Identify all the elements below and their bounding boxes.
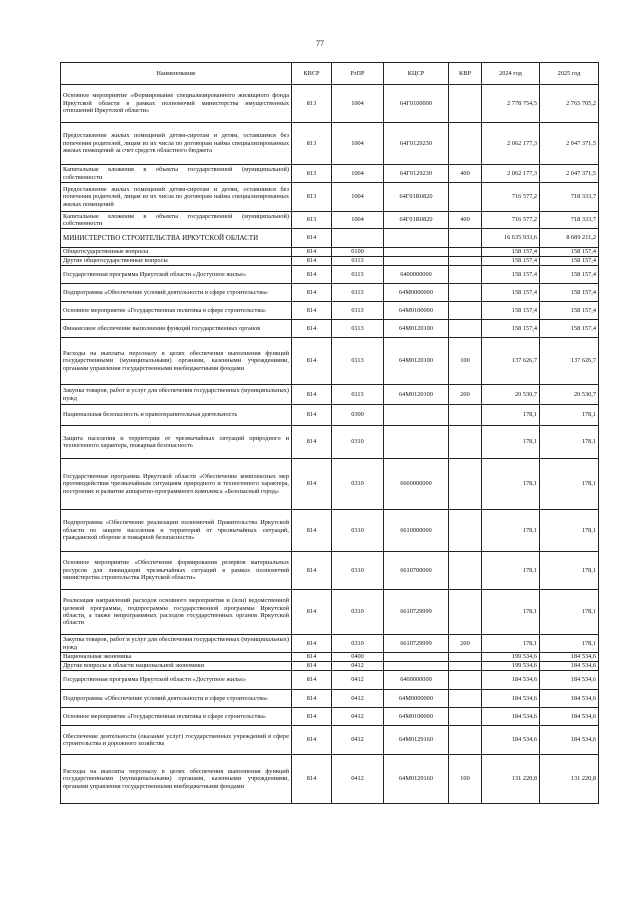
cell-name: Закупка товаров, работ и услуг для обеспечения государственных (муниципальных) нужд (61, 635, 292, 653)
cell-name: Основное мероприятие «Государственная политика в сфере строительства» (61, 302, 292, 320)
cell-kvsr: 814 (292, 320, 332, 338)
cell-name: Подпрограмма «Обеспечение условий деятельности в сфере строительства» (61, 690, 292, 708)
cell-rzpr: 0310 (332, 552, 384, 590)
cell-kvsr: 814 (292, 635, 332, 653)
cell-rzpr (332, 229, 384, 248)
cell-2024: 137 626,7 (482, 338, 540, 385)
cell-2024: 2 062 177,3 (482, 165, 540, 183)
cell-kvsr: 813 (292, 212, 332, 229)
cell-name: Основное мероприятие «Обеспечение формирования резервов материальных ресурсов для ликвидации чрезвычайных ситуаций в рамках полномочий министерства строительства Иркутской области» (61, 552, 292, 590)
table-row (61, 459, 599, 510)
cell-rzpr: 0113 (332, 266, 384, 284)
cell-kvr (449, 690, 482, 708)
cell-name: Защита населения и территории от чрезвычайных ситуаций природного и техногенного характера, пожарная безопасность (61, 426, 292, 459)
cell-2025: 158 157,4 (540, 320, 599, 338)
header-2025: 2025 год (540, 63, 599, 85)
table-row (61, 708, 599, 726)
cell-2024: 199 534,6 (482, 653, 540, 662)
cell-2025: 718 333,7 (540, 212, 599, 229)
cell-kvr (449, 229, 482, 248)
cell-kvr (449, 183, 482, 212)
table-row (61, 257, 599, 266)
cell-rzpr: 1004 (332, 85, 384, 123)
cell-kvsr: 814 (292, 662, 332, 671)
cell-kvsr: 814 (292, 284, 332, 302)
cell-2025: 158 157,4 (540, 284, 599, 302)
cell-2025: 184 534,6 (540, 662, 599, 671)
cell-kcsr: 64М0120100 (384, 338, 449, 385)
cell-name: Государственная программа Иркутской области «Доступное жилье» (61, 671, 292, 690)
cell-kvsr: 813 (292, 85, 332, 123)
cell-2025: 178,1 (540, 405, 599, 426)
cell-kvr (449, 510, 482, 552)
cell-2024: 716 577,2 (482, 183, 540, 212)
budget-table (60, 62, 599, 804)
cell-rzpr: 0300 (332, 405, 384, 426)
cell-kvr (449, 85, 482, 123)
cell-kvsr: 813 (292, 123, 332, 165)
page-number: 77 (316, 39, 324, 48)
cell-2025: 2 047 371,5 (540, 123, 599, 165)
header-kcsr: КЦСР (384, 63, 449, 85)
cell-kvsr: 814 (292, 755, 332, 804)
cell-kcsr: 64М0100000 (384, 708, 449, 726)
cell-2025: 131 220,8 (540, 755, 599, 804)
cell-kvsr: 814 (292, 671, 332, 690)
cell-kvsr: 814 (292, 552, 332, 590)
cell-kvsr: 813 (292, 183, 332, 212)
cell-name: Предоставление жилых помещений детям-сиротам и детям, оставшимся без попечения родителей, лицам из их числа по договорам найма специализированных жилых помещений за счет средств областного бюджета (61, 123, 292, 165)
table-row (61, 755, 599, 804)
cell-2024: 178,1 (482, 459, 540, 510)
cell-kvsr: 814 (292, 690, 332, 708)
cell-kcsr: 64Г0129230 (384, 123, 449, 165)
cell-2025: 2 765 705,2 (540, 85, 599, 123)
cell-kcsr (384, 662, 449, 671)
cell-kcsr (384, 248, 449, 257)
cell-kcsr: 64Г0129230 (384, 165, 449, 183)
cell-name: Национальная экономика (61, 653, 292, 662)
cell-2024: 178,1 (482, 590, 540, 635)
cell-rzpr: 0310 (332, 426, 384, 459)
cell-name: МИНИСТЕРСТВО СТРОИТЕЛЬСТВА ИРКУТСКОЙ ОБЛАСТИ (61, 229, 292, 248)
cell-2024: 158 157,4 (482, 302, 540, 320)
cell-rzpr: 0310 (332, 459, 384, 510)
cell-kcsr: 64Г01R0820 (384, 183, 449, 212)
cell-rzpr: 0113 (332, 284, 384, 302)
cell-kcsr (384, 405, 449, 426)
cell-kvr (449, 284, 482, 302)
cell-2025: 178,1 (540, 426, 599, 459)
cell-kvr (449, 320, 482, 338)
cell-name: Основное мероприятие «Государственная политика в сфере строительства» (61, 708, 292, 726)
cell-kcsr (384, 653, 449, 662)
table-row (61, 426, 599, 459)
cell-kvsr: 814 (292, 229, 332, 248)
cell-kcsr (384, 229, 449, 248)
table-row (61, 266, 599, 284)
cell-rzpr: 1004 (332, 183, 384, 212)
cell-2024: 158 157,4 (482, 284, 540, 302)
table-row (61, 302, 599, 320)
table-row (61, 85, 599, 123)
cell-kvr (449, 671, 482, 690)
cell-kvr (449, 726, 482, 755)
cell-kvsr: 814 (292, 459, 332, 510)
table-row (61, 165, 599, 183)
header-rzpr: РзПР (332, 63, 384, 85)
cell-kvr (449, 257, 482, 266)
cell-2024: 716 577,2 (482, 212, 540, 229)
cell-kcsr: 64М0129160 (384, 755, 449, 804)
header-kvr: КВР (449, 63, 482, 85)
cell-rzpr: 0113 (332, 320, 384, 338)
cell-kvsr: 814 (292, 266, 332, 284)
cell-kvr (449, 459, 482, 510)
cell-kvsr: 814 (292, 338, 332, 385)
cell-2024: 20 530,7 (482, 385, 540, 405)
cell-2024: 199 534,6 (482, 662, 540, 671)
cell-2024: 131 220,8 (482, 755, 540, 804)
cell-2025: 178,1 (540, 552, 599, 590)
cell-2024: 178,1 (482, 552, 540, 590)
table-row (61, 671, 599, 690)
cell-2025: 718 333,7 (540, 183, 599, 212)
cell-rzpr: 0113 (332, 385, 384, 405)
table-row (61, 653, 599, 662)
cell-name: Основное мероприятие «Формирование специализированного жилищного фонда Иркутской области в рамках полномочий министерства имущественных отношений Иркутской области» (61, 85, 292, 123)
cell-name: Предоставление жилых помещений детям-сиротам и детям, оставшимся без попечения родителей, лицам из их числа по договорам найма специализированных жилых помещений (61, 183, 292, 212)
cell-kvr (449, 590, 482, 635)
cell-name: Реализация направлений расходов основного мероприятия и (или) ведомственной целевой программы, подпрограммы государственной программы Иркутской области, а также непрограммных расходов государственных органов Иркутской области (61, 590, 292, 635)
cell-kvr (449, 248, 482, 257)
cell-kvr: 200 (449, 635, 482, 653)
cell-kvr (449, 123, 482, 165)
cell-2025: 8 689 211,2 (540, 229, 599, 248)
cell-rzpr: 0113 (332, 257, 384, 266)
cell-kvr (449, 708, 482, 726)
cell-name: Капитальные вложения в объекты государственной (муниципальной) собственности (61, 212, 292, 229)
cell-2025: 184 534,6 (540, 671, 599, 690)
cell-kcsr: 6400000000 (384, 266, 449, 284)
cell-name: Другие общегосударственные вопросы (61, 257, 292, 266)
cell-rzpr: 0412 (332, 726, 384, 755)
cell-kvr (449, 302, 482, 320)
cell-name: Расходы на выплаты персоналу в целях обеспечения выполнения функций государственными (муниципальными) органами, казенными учреждениями, органами управления государственными внебюджетными фондами (61, 755, 292, 804)
cell-2025: 184 534,6 (540, 708, 599, 726)
cell-name: Другие вопросы в области национальной экономики (61, 662, 292, 671)
cell-2024: 184 534,6 (482, 690, 540, 708)
cell-2025: 137 626,7 (540, 338, 599, 385)
table-row (61, 690, 599, 708)
cell-rzpr: 1004 (332, 165, 384, 183)
cell-name: Закупка товаров, работ и услуг для обеспечения государственных (муниципальных) нужд (61, 385, 292, 405)
table-row (61, 183, 599, 212)
header-2024: 2024 год (482, 63, 540, 85)
cell-name: Подпрограмма «Обеспечение условий деятельности в сфере строительства» (61, 284, 292, 302)
table-row (61, 229, 599, 248)
cell-rzpr: 0400 (332, 653, 384, 662)
cell-2025: 184 534,6 (540, 690, 599, 708)
cell-2024: 178,1 (482, 635, 540, 653)
cell-kcsr: 64М0000000 (384, 690, 449, 708)
cell-2025: 158 157,4 (540, 257, 599, 266)
table-row (61, 635, 599, 653)
table-header-row (61, 63, 599, 85)
cell-2025: 178,1 (540, 635, 599, 653)
cell-2024: 158 157,4 (482, 320, 540, 338)
cell-2024: 178,1 (482, 405, 540, 426)
cell-kcsr: 64Г0100000 (384, 85, 449, 123)
cell-kvr (449, 653, 482, 662)
cell-2024: 184 534,6 (482, 708, 540, 726)
cell-kcsr: 64М0000000 (384, 284, 449, 302)
cell-kvsr: 814 (292, 405, 332, 426)
cell-rzpr: 1004 (332, 123, 384, 165)
cell-kvr: 200 (449, 385, 482, 405)
cell-rzpr: 0412 (332, 671, 384, 690)
cell-kcsr (384, 257, 449, 266)
table-row (61, 385, 599, 405)
cell-kvr (449, 266, 482, 284)
cell-2025: 158 157,4 (540, 248, 599, 257)
cell-kcsr: 64М0129160 (384, 726, 449, 755)
cell-2025: 178,1 (540, 459, 599, 510)
table-row (61, 284, 599, 302)
cell-2024: 158 157,4 (482, 248, 540, 257)
cell-kcsr: 6610729999 (384, 635, 449, 653)
cell-kvsr: 813 (292, 165, 332, 183)
cell-kvr: 100 (449, 755, 482, 804)
cell-rzpr: 0412 (332, 690, 384, 708)
cell-rzpr: 0113 (332, 302, 384, 320)
table-row (61, 212, 599, 229)
cell-name: Государственная программа Иркутской области «Обеспечение комплексных мер противодействия чрезвычайным ситуациям природного и техногенного характера, построение и развитие аппаратно-программного комплекса «Безопасный город» (61, 459, 292, 510)
cell-kvr (449, 426, 482, 459)
cell-kvr: 400 (449, 165, 482, 183)
cell-2025: 158 157,4 (540, 266, 599, 284)
cell-rzpr: 0310 (332, 510, 384, 552)
cell-kcsr: 6610729999 (384, 590, 449, 635)
cell-kvr: 100 (449, 338, 482, 385)
cell-2025: 2 047 371,5 (540, 165, 599, 183)
cell-kcsr: 64М0120100 (384, 320, 449, 338)
cell-rzpr: 0412 (332, 755, 384, 804)
cell-kvr (449, 662, 482, 671)
cell-name: Государственная программа Иркутской области «Доступное жилье» (61, 266, 292, 284)
cell-kvr: 400 (449, 212, 482, 229)
cell-rzpr: 0310 (332, 590, 384, 635)
cell-2024: 178,1 (482, 510, 540, 552)
header-kvsr: КВСР (292, 63, 332, 85)
cell-kvsr: 814 (292, 510, 332, 552)
table-row (61, 726, 599, 755)
cell-kvsr: 814 (292, 653, 332, 662)
cell-kvsr: 814 (292, 726, 332, 755)
cell-kcsr: 64М0100000 (384, 302, 449, 320)
cell-kcsr: 6600000000 (384, 459, 449, 510)
cell-kcsr: 6610700000 (384, 552, 449, 590)
cell-rzpr: 0100 (332, 248, 384, 257)
cell-kcsr (384, 426, 449, 459)
cell-name: Обеспечение деятельности (оказание услуг) государственных учреждений в сфере строительства и дорожного хозяйства (61, 726, 292, 755)
cell-2025: 20 530,7 (540, 385, 599, 405)
cell-kvsr: 814 (292, 257, 332, 266)
table-row (61, 320, 599, 338)
table-row (61, 662, 599, 671)
table-row (61, 248, 599, 257)
cell-name: Капитальные вложения в объекты государственной (муниципальной) собственности (61, 165, 292, 183)
cell-name: Расходы на выплаты персоналу в целях обеспечения выполнения функций государственными (муниципальными) органами, казенными учреждениями, органами управления государственными внебюджетными фондами (61, 338, 292, 385)
table-row (61, 510, 599, 552)
cell-2024: 184 534,6 (482, 726, 540, 755)
cell-2024: 158 157,4 (482, 257, 540, 266)
cell-2024: 2 778 754,5 (482, 85, 540, 123)
cell-kvr (449, 552, 482, 590)
cell-2025: 184 534,6 (540, 653, 599, 662)
table-row (61, 338, 599, 385)
cell-2024: 158 157,4 (482, 266, 540, 284)
cell-kvsr: 814 (292, 590, 332, 635)
table-row (61, 552, 599, 590)
cell-name: Финансовое обеспечение выполнения функций государственных органов (61, 320, 292, 338)
cell-2024: 184 534,6 (482, 671, 540, 690)
cell-kcsr: 6610000000 (384, 510, 449, 552)
cell-kcsr: 64Г01R0820 (384, 212, 449, 229)
cell-2025: 158 157,4 (540, 302, 599, 320)
cell-2025: 178,1 (540, 510, 599, 552)
cell-kvsr: 814 (292, 385, 332, 405)
cell-kcsr: 6400000000 (384, 671, 449, 690)
cell-2024: 178,1 (482, 426, 540, 459)
cell-kcsr: 64М0120100 (384, 385, 449, 405)
cell-kvsr: 814 (292, 426, 332, 459)
cell-kvsr: 814 (292, 708, 332, 726)
cell-name: Подпрограмма «Обеспечение реализации полномочий Правительства Иркутской области по защите населения и территорий от чрезвычайных ситуаций, гражданской обороне и пожарной безопасности» (61, 510, 292, 552)
cell-rzpr: 0113 (332, 338, 384, 385)
table-row (61, 123, 599, 165)
cell-kvsr: 814 (292, 248, 332, 257)
table-row (61, 590, 599, 635)
table-row (61, 405, 599, 426)
cell-kvr (449, 405, 482, 426)
cell-rzpr: 0310 (332, 635, 384, 653)
header-name: Наименование (61, 63, 292, 85)
cell-2024: 2 062 177,3 (482, 123, 540, 165)
cell-2025: 184 534,6 (540, 726, 599, 755)
cell-2024: 16 635 933,6 (482, 229, 540, 248)
cell-rzpr: 0412 (332, 662, 384, 671)
cell-rzpr: 1004 (332, 212, 384, 229)
cell-kvsr: 814 (292, 302, 332, 320)
cell-rzpr: 0412 (332, 708, 384, 726)
cell-name: Общегосударственные вопросы (61, 248, 292, 257)
cell-name: Национальная безопасность и правоохранительная деятельность (61, 405, 292, 426)
cell-2025: 178,1 (540, 590, 599, 635)
